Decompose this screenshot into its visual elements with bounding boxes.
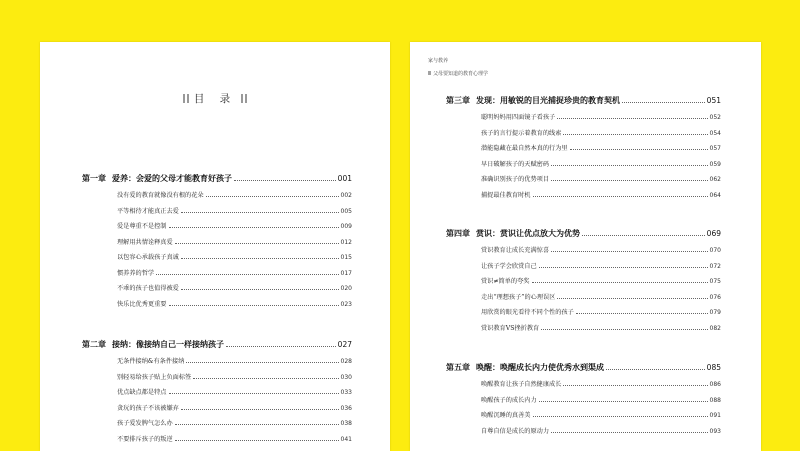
entry-page: 012 — [340, 238, 352, 246]
dot-leader — [582, 235, 705, 236]
dot-leader — [551, 432, 707, 433]
entry-page: 052 — [709, 114, 721, 121]
entry-text: 赏识≠简单的夸奖 — [481, 278, 530, 285]
dot-leader — [206, 196, 339, 197]
dot-leader — [539, 267, 708, 268]
entry-page: 036 — [340, 404, 352, 412]
dot-leader — [557, 298, 707, 299]
entry-page: 076 — [709, 293, 721, 301]
dot-leader — [175, 243, 339, 244]
entry-text: 不乖的孩子也值得被爱 — [117, 285, 179, 292]
entry-text: 唤醒教育让孩子自然健康成长 — [481, 381, 562, 388]
entry-page: 002 — [340, 192, 352, 199]
toc-entry[interactable] — [117, 434, 352, 450]
chapter-3-heading[interactable] — [446, 95, 721, 106]
entry-text: 让孩子学会欣赏自己 — [481, 262, 537, 270]
dot-leader — [551, 165, 707, 166]
entry-text: 别轻易给孩子贴上负面标签 — [117, 373, 192, 381]
entry-page: 015 — [340, 254, 352, 261]
toc-entry[interactable] — [481, 410, 721, 426]
entry-page: 070 — [709, 247, 721, 254]
entry-text: 平等相待才能真正去爱 — [117, 207, 179, 215]
dot-leader — [186, 362, 338, 363]
entry-page: 057 — [709, 145, 721, 152]
entry-page: 082 — [709, 324, 721, 332]
chapter-title: 爱养：会爱的父母才能教育好孩子 — [112, 174, 232, 183]
running-header: 家与教养 — [428, 58, 449, 64]
entry-page: 009 — [340, 223, 352, 230]
dot-leader — [169, 393, 339, 394]
title-bar-left-icon — [183, 94, 189, 103]
entry-page: 079 — [709, 309, 721, 316]
entry-page: 091 — [709, 412, 721, 419]
toc-entry[interactable] — [117, 356, 352, 372]
entry-page: 030 — [340, 373, 352, 381]
entry-text: 自尊自信是成长的原动力 — [481, 427, 550, 435]
entry-text: 用欣赏的眼光看待不同个性的孩子 — [481, 309, 574, 316]
dot-leader — [175, 440, 339, 441]
toc-entry[interactable] — [117, 418, 352, 434]
toc-entry[interactable] — [481, 379, 721, 395]
dot-leader — [551, 251, 707, 252]
toc-entry[interactable] — [117, 283, 352, 299]
toc-entry[interactable] — [117, 387, 352, 403]
entry-text: 孩子爱发脾气怎么办 — [117, 420, 173, 427]
chapter-5-heading[interactable] — [446, 362, 721, 373]
entry-page: 005 — [340, 207, 352, 215]
toc-entry[interactable] — [481, 395, 721, 411]
dot-leader — [541, 329, 707, 330]
dot-leader — [169, 227, 339, 228]
chapter-number: 第二章 — [82, 340, 106, 349]
entry-page: 062 — [709, 176, 721, 183]
dot-leader — [576, 313, 708, 314]
dot-leader — [226, 346, 336, 347]
toc-entry[interactable] — [117, 237, 352, 253]
chapter-page: 069 — [706, 229, 721, 238]
toc-entry[interactable] — [481, 159, 721, 175]
entry-page: 023 — [340, 300, 352, 308]
entry-page: 088 — [709, 396, 721, 404]
chapter-title: 赏识：赏识让优点放大为优势 — [476, 229, 580, 238]
entry-text: 以包容心承载孩子真诚 — [117, 254, 179, 261]
toc-entry[interactable] — [117, 252, 352, 268]
entry-text: 唤醒沉睡的真善美 — [481, 412, 531, 419]
entry-text: 准确识别孩子的优势项目 — [481, 176, 550, 183]
entry-page: 033 — [340, 389, 352, 396]
entry-page: 017 — [340, 269, 352, 277]
entry-page: 059 — [709, 160, 721, 168]
entry-page: 041 — [340, 435, 352, 443]
dot-leader — [533, 416, 708, 417]
chapter-page: 051 — [706, 96, 721, 105]
dot-leader — [169, 305, 339, 306]
entry-text: 赏识教育VS挫折教育 — [481, 324, 540, 332]
chapter-2-entries — [117, 356, 352, 449]
chapter-title: 唤醒：唤醒成长内力使优秀水到渠成 — [476, 363, 604, 372]
chapter-number: 第一章 — [82, 174, 106, 183]
entry-page: 093 — [709, 427, 721, 435]
entry-text: 早日破解孩子的天赋密码 — [481, 160, 550, 168]
entry-page: 038 — [340, 420, 352, 427]
entry-text: 捕捉最佳教育时机 — [481, 191, 531, 199]
chapter-1-entries — [117, 190, 352, 314]
toc-title: 目 录 — [193, 93, 237, 105]
entry-text: 没有爱的教育就像没有根的花朵 — [117, 192, 204, 199]
toc-heading — [40, 91, 390, 106]
entry-text: 走出“理想孩子”的心理误区 — [481, 293, 556, 301]
toc-entry[interactable] — [481, 276, 721, 292]
entry-text: 潜能隐藏在最自然本真的行为里 — [481, 145, 568, 152]
chapter-number: 第五章 — [446, 363, 470, 372]
chapter-4-heading[interactable] — [446, 228, 721, 239]
entry-page: 075 — [709, 278, 721, 285]
toc-entry[interactable] — [117, 268, 352, 284]
toc-entry[interactable] — [481, 143, 721, 159]
chapter-2-heading[interactable] — [82, 339, 352, 350]
running-subheader: Ⅲ 父母要知道的教育心理学 — [428, 71, 489, 77]
toc-entry[interactable] — [117, 403, 352, 419]
toc-entry[interactable] — [481, 128, 721, 144]
dot-leader — [532, 282, 708, 283]
entry-text: 优点缺点都是特点 — [117, 389, 167, 396]
entry-page: 086 — [709, 381, 721, 388]
toc-entry[interactable] — [481, 292, 721, 308]
chapter-4-entries — [481, 245, 721, 338]
toc-entry[interactable] — [481, 174, 721, 190]
toc-entry[interactable] — [117, 190, 352, 206]
entry-text: 孩子的言行提示着教育的线索 — [481, 129, 562, 137]
chapter-title: 发现：用敏锐的目光捕捉珍贵的教育契机 — [476, 96, 620, 105]
entry-page: 028 — [340, 358, 352, 365]
dot-leader — [181, 289, 339, 290]
dot-leader — [193, 378, 338, 379]
entry-text: 聪明妈妈用四面镜子看孩子 — [481, 114, 556, 121]
dot-leader — [606, 369, 705, 370]
chapter-page: 001 — [337, 174, 352, 183]
toc-entry[interactable] — [117, 221, 352, 237]
entry-text: 无条件接纳&有条件接纳 — [117, 358, 185, 365]
entry-page: 054 — [709, 129, 721, 137]
dot-leader — [563, 385, 707, 386]
toc-entry[interactable] — [481, 323, 721, 339]
dot-leader — [557, 118, 707, 119]
left-page — [40, 42, 390, 451]
title-bar-right-icon — [241, 94, 247, 103]
entry-text: 不要排斥孩子的叛逆 — [117, 435, 173, 443]
dot-leader — [563, 134, 707, 135]
entry-text: 理解用共情诠释真爱 — [117, 238, 173, 246]
dot-leader — [181, 212, 339, 213]
entry-text: 快乐比优秀更重要 — [117, 300, 167, 308]
chapter-5-entries — [481, 379, 721, 441]
entry-text: 赏识教育让成长充满惊喜 — [481, 247, 550, 254]
toc-entry[interactable] — [481, 190, 721, 206]
chapter-page: 027 — [337, 340, 352, 349]
right-page — [410, 42, 761, 451]
entry-text: 惯养养的哲学 — [117, 269, 155, 277]
entry-text: 爱是尊重不是控制 — [117, 223, 167, 230]
entry-page: 064 — [709, 191, 721, 199]
dot-leader — [181, 409, 339, 410]
toc-entry[interactable] — [117, 206, 352, 222]
dot-leader — [551, 180, 707, 181]
chapter-number: 第三章 — [446, 96, 470, 105]
toc-entry[interactable] — [481, 261, 721, 277]
entry-page: 072 — [709, 262, 721, 270]
toc-entry[interactable] — [481, 307, 721, 323]
toc-entry[interactable] — [481, 245, 721, 261]
toc-entry[interactable] — [481, 112, 721, 128]
toc-entry[interactable] — [481, 426, 721, 442]
chapter-1-heading[interactable] — [82, 173, 352, 184]
dot-leader — [622, 102, 705, 103]
dot-leader — [539, 401, 708, 402]
chapter-number: 第四章 — [446, 229, 470, 238]
chapter-3-entries — [481, 112, 721, 205]
dot-leader — [234, 180, 336, 181]
dot-leader — [570, 149, 708, 150]
dot-leader — [175, 424, 339, 425]
dot-leader — [156, 274, 338, 275]
toc-entry[interactable] — [117, 299, 352, 315]
dot-leader — [533, 196, 708, 197]
entry-text: 贪玩的孩子不该被嫌弃 — [117, 404, 179, 412]
chapter-title: 接纳：像接纳自己一样接纳孩子 — [112, 340, 224, 349]
dot-leader — [181, 258, 339, 259]
entry-text: 唤醒孩子的成长内力 — [481, 396, 537, 404]
entry-page: 020 — [340, 285, 352, 292]
chapter-page: 085 — [706, 363, 721, 372]
toc-entry[interactable] — [117, 372, 352, 388]
